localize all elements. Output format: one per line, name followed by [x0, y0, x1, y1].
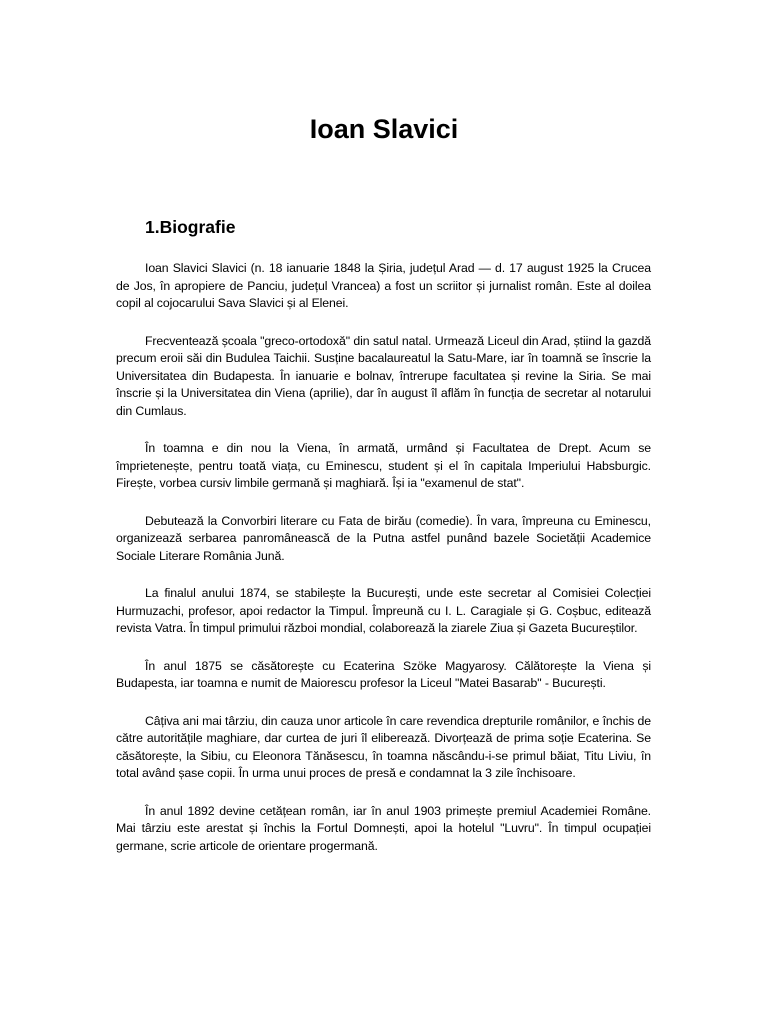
- paragraph: Frecventează școala "greco-ortodoxă" din satul natal. Urmează Liceul din Arad, știind la gazdă precum eroii săi din Budulea Taichii. Susține bacalaureatul la Satu-Mare, iar în toamnă se înscrie la Universitatea din Budapesta. În ianuarie e bolnav, întrerupe facultatea și revine la Siria. Se mai înscrie și la Universitatea din Viena (aprilie), dar în august îl aflăm în funcția de secretar al notarului din Cumlaus.: [116, 333, 651, 418]
- document-title: Ioan Slavici: [309, 114, 459, 144]
- paragraph: În toamna e din nou la Viena, în armată, urmând și Facultatea de Drept. Acum se împrietenește, pentru toată viața, cu Eminescu, student și el în capitala Imperiului Habsburgic. Firește, vorbea cursiv limbile germană și maghiară. Își ia "examenul de stat".: [116, 441, 651, 490]
- paragraph: La finalul anului 1874, se stabilește la București, unde este secretar al Comisiei Colecției Hurmuzachi, profesor, apoi redactor la Timpul. Împreună cu I. L. Caragiale și G. Coșbuc, editează revista Vatra. În timpul primului război mondial, colaborează la ziarele Ziua și Gazeta Bucureștilor.: [116, 586, 651, 635]
- paragraph: Debutează la Convorbiri literare cu Fata de birău (comedie). În vara, împreuna cu Eminescu, organizează serbarea panromânească de la Putna astfel punând bazele Societății Academice Sociale Literare România Jună.: [116, 513, 651, 563]
- paragraph: În anul 1892 devine cetățean român, iar în anul 1903 primește premiul Academiei Române. Mai târziu este arestat și închis la Fortul Domnești, apoi la hotelul "Luvru". În timpul ocupației germane, scrie articole de orientare progermană.: [116, 803, 651, 853]
- paragraph: Câțiva ani mai târziu, din cauza unor articole în care revendica drepturile românilor, e închis de către autoritățile maghiare, dar curtea de juri îl eliberează. Divorțează de prima soție Ecaterina. Se căsătorește, la Sibiu, cu Eleonora Tănăsescu, în toamna născându-i-se primul băiat, Titu Liviu, în total având șase copii. În urma unui proces de presă e condamnat la 3 zile închisoare.: [116, 713, 651, 780]
- section-heading: 1.Biografie: [145, 217, 236, 237]
- body-text: [116, 260, 651, 875]
- paragraph: În anul 1875 se căsătorește cu Ecaterina Szöke Magyarosy. Călătorește la Viena și Budapesta, iar toamna e numit de Maiorescu profesor la Liceul "Matei Basarab" - București.: [116, 658, 651, 690]
- paragraph: Ioan Slavici Slavici (n. 18 ianuarie 1848 la Șiria, județul Arad — d. 17 august 1925 la Crucea de Jos, în apropiere de Panciu, județul Vrancea) a fost un scriitor și jurnalist român. Este al doilea copil al cojocarului Sava Slavici și al Elenei.: [116, 261, 651, 310]
